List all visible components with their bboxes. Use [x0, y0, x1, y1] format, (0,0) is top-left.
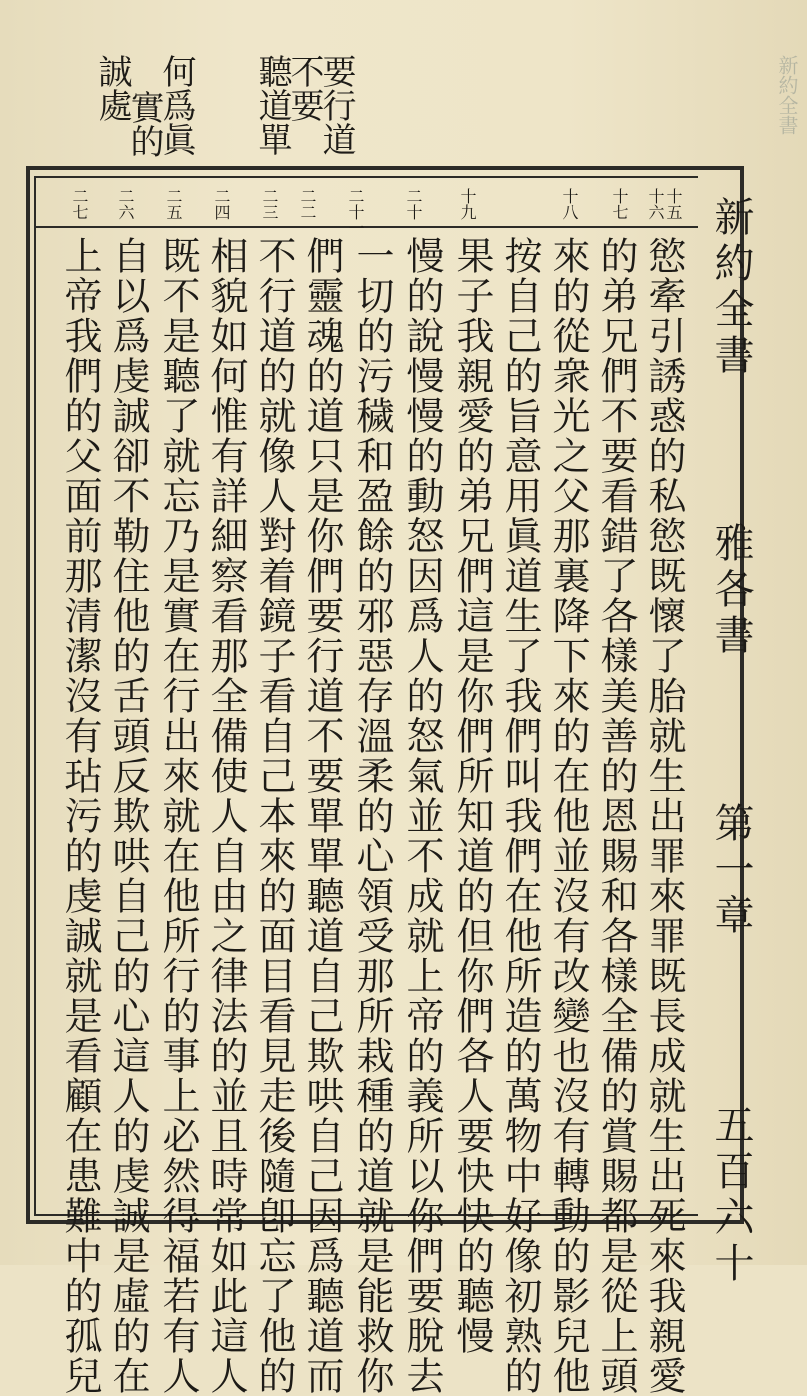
verse-number: 二三 [260, 188, 279, 220]
verse-number-rule [36, 226, 698, 228]
verse-number: 二六 [116, 188, 135, 220]
text-column: 的弟兄們不要看錯了各樣美善的恩賜和各樣全備的賞賜都是從上頭 [594, 236, 638, 1396]
page-number: 五百六十 [708, 1104, 754, 1288]
text-column: 一切的污穢和盈餘的邪惡存溫柔的心領受那所栽種的道就是能救你 [350, 236, 394, 1396]
margin-note-line: 何爲眞 [156, 54, 196, 156]
chapter-title: 雅各書 [708, 522, 754, 660]
verse-number: 十五 [664, 188, 683, 220]
verse-number: 二七 [70, 188, 89, 220]
margin-note-line: 實的 [124, 90, 164, 158]
chapter-label: 第一章 [708, 802, 754, 940]
running-header [704, 196, 760, 1288]
margin-note-line: 誠處 [92, 54, 132, 122]
book-title: 新約全書 [708, 196, 754, 380]
verse-number: 十六 [646, 188, 665, 220]
text-column: 來的從衆光之父那裏降下來的在他並沒有改變也沒有轉動的影兒他 [546, 236, 590, 1396]
margin-note-line: 不要 [284, 54, 324, 122]
verse-number: 二二 [298, 188, 317, 220]
verse-number: 二五 [164, 188, 183, 220]
text-column: 既不是聽了就忘乃是實在行出來就在他所行的事上必然得福若有人 [156, 236, 200, 1396]
text-column: 自以爲虔誠卻不勒住他的舌頭反欺哄自己的心這人的虔誠是虛的在 [106, 236, 150, 1396]
text-column: 按自己的旨意用眞道生了我們叫我們在他所造的萬物中好像初熟的 [498, 236, 542, 1396]
margin-note-line: 聽道單 [252, 54, 292, 156]
text-column: 慾牽引誘惑的私慾既懷了胎就生出罪來罪既長成就生出死來我親愛 [642, 236, 686, 1396]
text-column: 上帝我們的父面前那清潔沒有玷污的虔誠就是看顧在患難中的孤兒 [58, 236, 102, 1396]
text-column: 慢的說慢慢的動怒因爲人的怒氣並不成就上帝的義所以你們要脫去 [400, 236, 444, 1396]
text-column: 相貌如何惟有詳細察看那全備使人自由之律法的並且時常如此這人 [204, 236, 248, 1396]
verse-number: 十九 [458, 188, 477, 220]
verse-number: 二十 [404, 188, 423, 220]
margin-note-line: 要行道 [316, 54, 356, 156]
verse-number: 十八 [560, 188, 579, 220]
verse-number: 十七 [610, 188, 629, 220]
bleed-through-text: 新約全書 [775, 55, 799, 135]
text-column: 果子我親愛的弟兄們這是你們所知道的但你們各人要快快的聽慢 [450, 236, 494, 1356]
verse-number: 二四 [212, 188, 231, 220]
verse-number: 二十一 [346, 188, 365, 236]
text-column: 不行道的就像人對着鏡子看自己本來的面目看見走後隨卽忘了他的 [252, 236, 296, 1396]
text-column: 們靈魂的道只是你們要行道不要單單聽道自己欺哄自己因爲聽道而 [300, 236, 344, 1396]
